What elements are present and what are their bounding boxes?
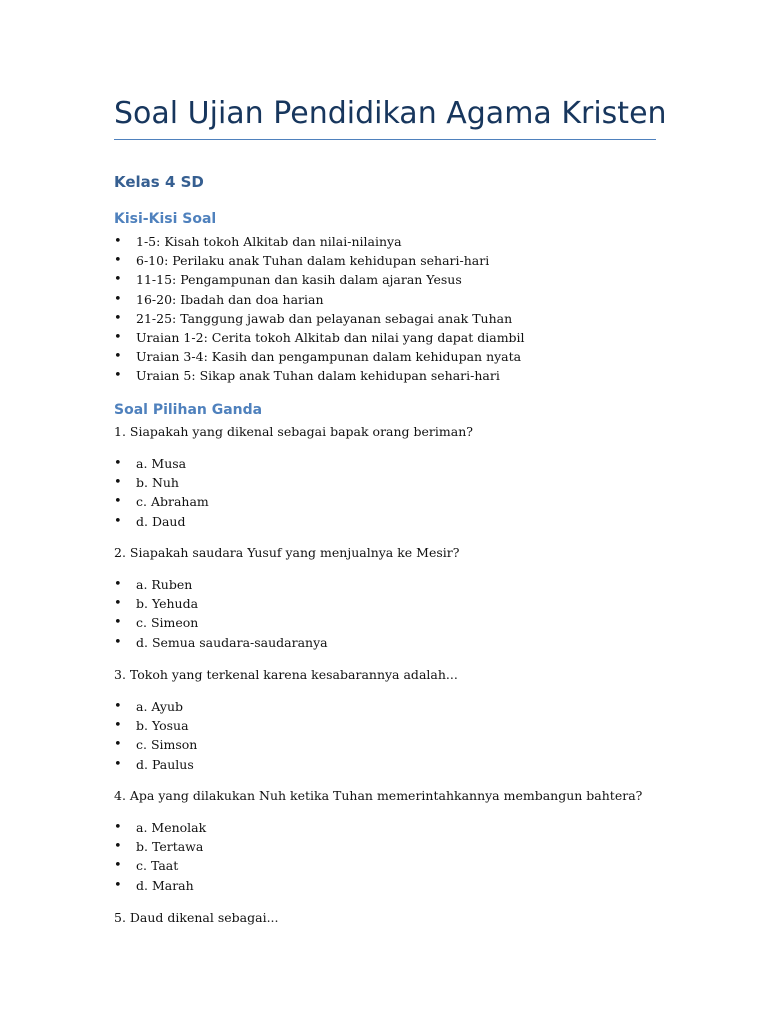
bullet-icon: • (114, 615, 122, 631)
bullet-icon: • (114, 699, 122, 714)
bullet-icon: • (114, 596, 122, 612)
grade-heading: Kelas 4 SD (114, 173, 204, 191)
bullet-icon: • (114, 877, 122, 893)
pilihan-ganda-heading: Soal Pilihan Ganda (114, 402, 263, 418)
kisi-kisi-heading: Kisi-Kisi Soal (114, 211, 217, 227)
bullet-icon: • (114, 634, 122, 650)
bullet-icon: • (114, 577, 122, 592)
bullet-icon: • (114, 329, 122, 345)
bullet-icon: • (114, 494, 122, 510)
question-3: 3. Tokoh yang terkenal karena kesabarannya adalah... (114, 667, 458, 682)
bullet-icon: • (114, 456, 122, 471)
bullet-icon: • (114, 234, 122, 249)
bullet-icon: • (114, 310, 122, 326)
bullet-icon: • (114, 272, 122, 288)
bullet-icon: • (114, 839, 122, 855)
bullet-icon: • (114, 756, 122, 772)
question-2: 2. Siapakah saudara Yusuf yang menjualnya ke Mesir? (114, 545, 460, 560)
question-5: 5. Daud dikenal sebagai... (114, 910, 279, 925)
bullet-icon: • (114, 820, 122, 835)
bullet-icon: • (114, 349, 122, 365)
bullet-icon: • (114, 253, 122, 269)
title-divider (114, 139, 656, 140)
bullet-icon: • (114, 368, 122, 384)
bullet-icon: • (114, 475, 122, 491)
bullet-icon: • (114, 513, 122, 529)
bullet-icon: • (114, 858, 122, 874)
question-4: 4. Apa yang dilakukan Nuh ketika Tuhan memerintahkannya membangun bahtera? (114, 788, 643, 803)
document-title: Soal Ujian Pendidikan Agama Kristen (114, 96, 667, 131)
bullet-icon: • (114, 718, 122, 734)
bullet-icon: • (114, 737, 122, 753)
bullet-icon: • (114, 291, 122, 307)
question-1: 1. Siapakah yang dikenal sebagai bapak orang beriman? (114, 424, 473, 439)
